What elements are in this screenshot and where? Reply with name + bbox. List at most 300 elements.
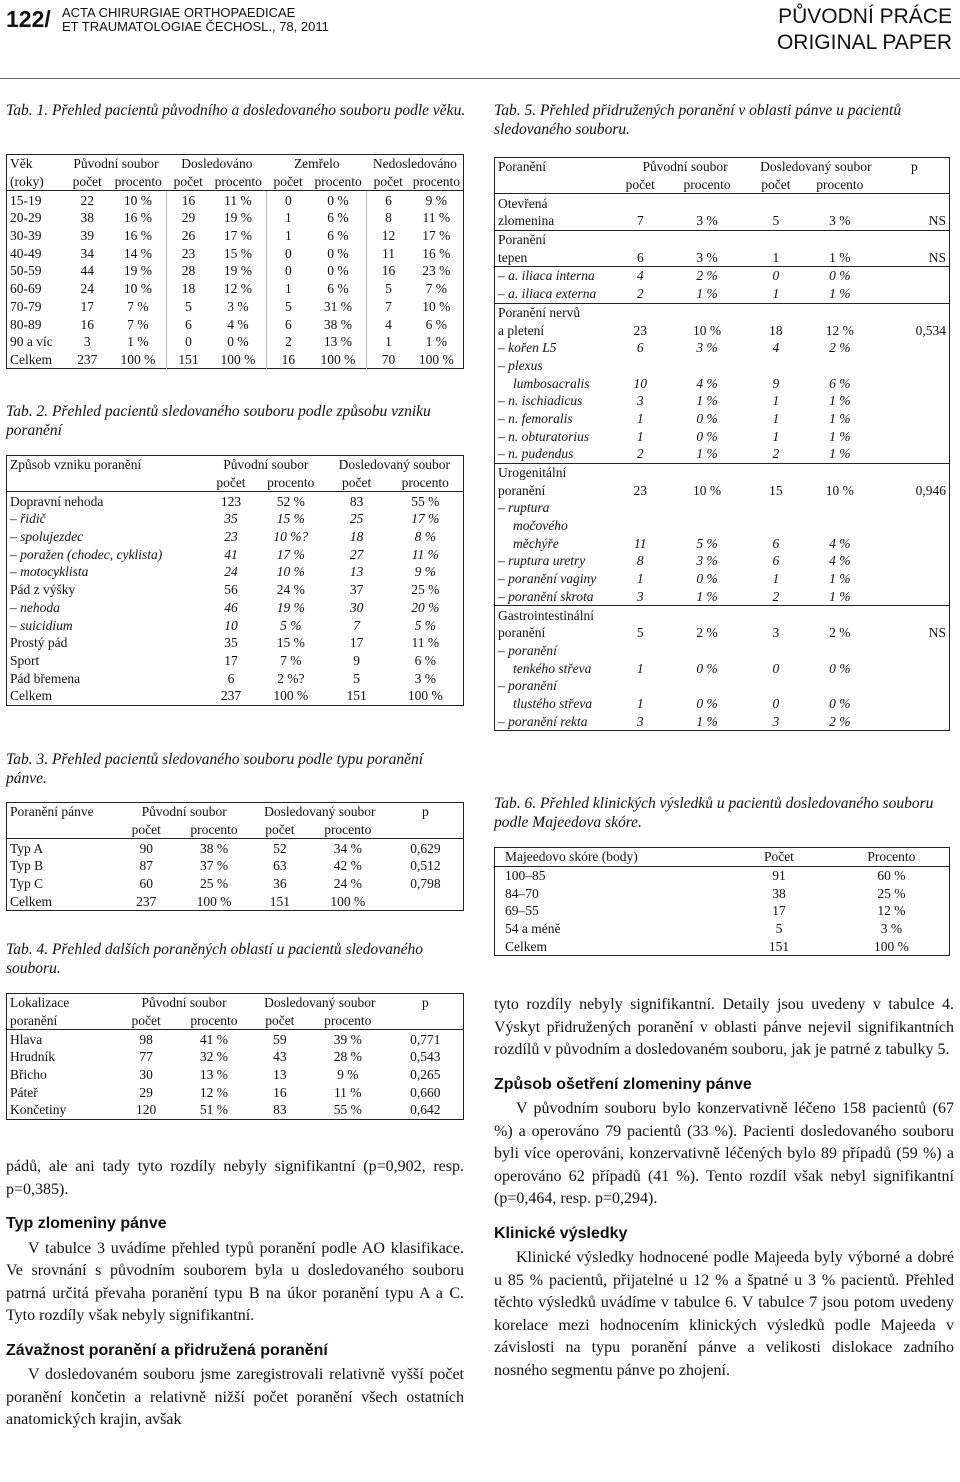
table-cell [800, 357, 880, 375]
table-row [495, 339, 950, 357]
table-cell: Poranění nervů [498, 304, 581, 320]
table-cell: 70-79 [10, 298, 42, 314]
table-cell: 1 % [829, 428, 851, 444]
table-cell: 36 [273, 876, 287, 892]
table-cell: 25 [349, 511, 364, 527]
table-cell: počet [252, 821, 308, 839]
table-cell: 16 [273, 1084, 287, 1100]
tab5-table [494, 157, 950, 731]
table-cell: počet [206, 474, 256, 492]
table-cell: 44 [80, 263, 94, 279]
table-cell: 15-19 [10, 192, 42, 208]
table-cell: 0 [267, 191, 310, 209]
header-rule [0, 78, 960, 79]
table-cell: 0,265 [410, 1067, 441, 1083]
table-cell: procento [308, 1012, 388, 1030]
table-cell: 2 [752, 445, 800, 463]
table-cell: 17 % [422, 228, 451, 244]
table-cell: 10 [633, 375, 648, 391]
table-row [495, 303, 950, 321]
table-cell: 27 [349, 546, 364, 562]
table-cell: – kořen L5 [498, 340, 557, 356]
table-cell: 34 % [333, 840, 362, 856]
left-text [6, 1156, 464, 1432]
paragraph: V tabulce 3 uvádíme přehled typů poranění podle AO klasifikace. Ve srovnání s původním souborem byla u dosledovaného souboru patrná určitá převaha poranění typu B na úkor poranění typu A a C. Tyto rozdíly však nebyly signifikantní. [6, 1239, 464, 1324]
table-cell: procento [110, 173, 167, 191]
table-row [495, 481, 950, 499]
table-cell: počet [618, 176, 662, 194]
table-cell [662, 499, 752, 517]
table-row [7, 351, 464, 369]
table-cell: 87 [139, 858, 153, 874]
table-cell: Hrudník [10, 1049, 55, 1065]
tab1-head: Nedosledováno [372, 156, 457, 172]
table-cell: 55 % [333, 1102, 362, 1118]
table-row [495, 463, 950, 481]
table-cell: 30 [349, 599, 364, 615]
table-cell: 17 % [276, 546, 305, 562]
table-row [495, 570, 950, 588]
table-cell: 98 [139, 1031, 153, 1047]
table-cell: (roky) [7, 173, 65, 191]
table-row [495, 937, 950, 955]
table-cell: 10 % [276, 564, 305, 580]
table-cell [880, 695, 950, 713]
table-cell: 4 % [829, 553, 851, 569]
table-cell: Sport [10, 652, 40, 668]
table-row [495, 374, 950, 392]
table-cell: 10 % [123, 281, 153, 297]
paragraph: V původním souboru bylo konzervativně léčeno 158 pacientů (67 %) a operováno 79 pacientů (33 %). Pacienti dosledovaného souboru byli více operováni, konzervativně léčených bylo 89 případů (59 %) a operováno 62 případů (41 %). Tento rozdíl však nebyl signifikantní (p=0,464, resp. p=0,294). [494, 1100, 954, 1207]
table-cell: 60 % [877, 868, 906, 884]
table-cell [662, 357, 752, 375]
table-cell: 3 [618, 588, 662, 606]
table-row [7, 1101, 464, 1119]
table-cell: – spolujezdec [10, 529, 84, 545]
table-cell: 24 % [333, 876, 362, 892]
table-cell: 26 [167, 227, 210, 245]
table-cell: NS [880, 212, 950, 230]
table-cell: 1 [772, 571, 780, 587]
table-row [7, 191, 464, 209]
table-cell: 8 [636, 553, 644, 569]
table-cell: 100 % [273, 688, 309, 704]
table-cell [880, 230, 950, 248]
table-cell: – motocyklista [10, 564, 89, 580]
table-cell: 1 % [800, 248, 880, 266]
table-cell [800, 606, 880, 624]
tab5-head: Dosledovaný soubor [760, 159, 872, 175]
table-row [495, 677, 950, 695]
table-cell: 237 [220, 688, 242, 704]
table-cell: 17 [349, 635, 364, 651]
table-cell: 16 % [123, 210, 153, 226]
table-cell: 100 % [196, 893, 232, 909]
tab1-head: Původní soubor [73, 156, 159, 172]
table-row [7, 528, 464, 546]
table-cell: 40-49 [10, 245, 42, 261]
table-cell: 1 % [425, 334, 448, 350]
table-cell: 39 % [333, 1031, 362, 1047]
table-row [495, 659, 950, 677]
table-cell: 38 [772, 885, 786, 901]
table-cell [800, 677, 880, 695]
table-cell [618, 230, 662, 248]
table-cell: – n. femoralis [498, 410, 573, 426]
table-cell: procento [176, 821, 252, 839]
table-cell: 28 % [333, 1049, 362, 1065]
table-cell: 1 [772, 393, 780, 409]
table-cell [800, 642, 880, 660]
table-cell: 0,629 [410, 840, 441, 856]
table-cell: 12 % [223, 281, 253, 297]
table-cell: 5 [752, 212, 800, 230]
table-cell: zlomenina [495, 212, 619, 230]
table-cell: 16 [367, 262, 410, 280]
table-cell: 1 % [696, 393, 718, 409]
table-row [7, 280, 464, 298]
table-cell [800, 499, 880, 517]
table-cell: 6 [772, 535, 780, 551]
table-cell: 0 [267, 262, 310, 280]
table-cell: tepen [495, 248, 619, 266]
table-cell: Urogenitální [498, 465, 567, 481]
table-cell: 0 [772, 695, 780, 711]
table-cell: Typ B [10, 858, 44, 874]
table-row [495, 357, 950, 375]
table-row [7, 581, 464, 599]
table-cell: 30-39 [10, 228, 42, 244]
tab4-head: Lokalizace [10, 995, 70, 1011]
table-cell: 151 [269, 893, 291, 909]
tab4-head: p [421, 995, 429, 1011]
table-cell: 56 [224, 582, 238, 598]
paper-type [777, 4, 952, 56]
table-row [7, 262, 464, 280]
table-cell: 6 % [327, 228, 349, 244]
paragraph: V dosledovaném souboru jsme zaregistrovali relativně vyšší počet poranění končetin a relativně nižší počet poranění všech ostatních anatomických krajin, avšak [6, 1366, 464, 1428]
table-cell: 151 [167, 351, 210, 369]
journal-line-1: ACTA CHIRURGIAE ORTHOPAEDICAE [62, 5, 296, 20]
table-cell: – n. ischiadicus [498, 393, 583, 409]
table-cell: Celkem [505, 938, 547, 954]
tab3-table [6, 802, 464, 911]
table-cell: 5 [167, 298, 210, 316]
table-cell: 5 [775, 921, 783, 937]
table-cell: Páteř [10, 1084, 38, 1100]
table-row [495, 410, 950, 428]
table-cell: procento [308, 821, 388, 839]
table-cell [880, 463, 950, 481]
table-cell: – poražen (chodec, cyklista) [10, 546, 163, 562]
page-header [0, 0, 960, 82]
table-cell: 13 [273, 1067, 287, 1083]
table-cell: procento [310, 173, 367, 191]
table-cell: 0 [772, 660, 780, 676]
tab6-head: Počet [724, 848, 834, 867]
tab1-caption: Tab. 1. Přehled pacientů původního a dosledovaného souboru podle věku. [6, 102, 466, 119]
table-cell: 1 % [800, 285, 880, 303]
table-row [495, 866, 950, 884]
table-cell: procento [176, 1012, 252, 1030]
table-row [495, 517, 950, 535]
table-cell: 2 [752, 588, 800, 606]
section-heading: Způsob ošetření zlomeniny pánve [494, 1075, 752, 1093]
table-cell: 5 % [280, 617, 302, 633]
table-cell: 151 [768, 938, 790, 954]
table-cell: 0,642 [410, 1102, 441, 1118]
table-cell: 0,543 [410, 1049, 441, 1065]
table-cell: 3 % [696, 553, 718, 569]
table-cell [880, 677, 950, 695]
table-row [7, 616, 464, 634]
table-cell [662, 606, 752, 624]
table-row [7, 298, 464, 316]
table-cell: 10 % [825, 482, 854, 498]
table-cell: 9 % [425, 192, 448, 208]
table-cell: Pád z výšky [10, 582, 76, 598]
table-cell: Celkem [10, 351, 52, 367]
table-cell: Celkem [10, 688, 52, 704]
tab3-caption: Tab. 3. Přehled pacientů sledovaného souboru podle typu poranění pánve. [6, 751, 424, 787]
table-cell: 24 % [276, 582, 305, 598]
tab6-head: Procento [834, 848, 950, 867]
table-cell: – a. iliaca externa [495, 285, 619, 303]
table-cell [880, 642, 950, 660]
table-cell: 38 % [323, 316, 352, 332]
table-cell: 6 [367, 191, 410, 209]
table-row [7, 227, 464, 245]
table-cell: 19 % [276, 599, 305, 615]
table-cell: 1 [636, 571, 644, 587]
table-cell: 7 % [127, 316, 149, 332]
table-row [495, 552, 950, 570]
table-cell: 37 % [199, 858, 229, 874]
table-cell: 84–70 [505, 885, 539, 901]
table-row [7, 669, 464, 687]
table-cell: 3 [772, 625, 780, 641]
table-row [495, 321, 950, 339]
table-cell [752, 194, 800, 212]
table-cell: 0,771 [410, 1031, 441, 1047]
table-cell: 90 [139, 840, 153, 856]
table-cell: 1 % [829, 571, 851, 587]
right-text [494, 994, 954, 1382]
table-row [495, 230, 950, 248]
table-cell [880, 357, 950, 375]
table-cell: počet [65, 173, 110, 191]
table-cell: 7 [353, 617, 361, 633]
table-cell: 1 [752, 248, 800, 266]
table-cell [662, 230, 752, 248]
table-cell: 100 % [220, 351, 256, 367]
table-cell: 15 % [223, 245, 253, 261]
table-cell: 15 % [276, 635, 305, 651]
table-cell: 11 [367, 244, 410, 262]
table-cell: – řidič [10, 511, 46, 527]
section-heading: Závažnost poranění a přidružená poranění [6, 1341, 328, 1359]
table-cell [880, 410, 950, 428]
table-cell: Dopravní nehoda [10, 493, 104, 509]
table-cell: Typ A [10, 840, 44, 856]
table-row [7, 652, 464, 670]
table-cell: 0 % [696, 695, 718, 711]
table-cell: 1 [267, 209, 310, 227]
table-cell: 6 % [425, 316, 448, 332]
table-cell [618, 499, 662, 517]
table-cell: 16 [267, 351, 310, 369]
table-cell: 16 % [123, 228, 153, 244]
table-cell: 1 [636, 428, 644, 444]
table-cell: NS [928, 625, 946, 641]
table-cell: Poranění [498, 232, 546, 248]
table-cell: 91 [772, 868, 786, 884]
table-cell: 54 a méně [505, 921, 561, 937]
table-cell [880, 392, 950, 410]
table-cell: procento [662, 176, 752, 194]
table-cell: 28 [167, 262, 210, 280]
table-cell [752, 499, 800, 517]
table-cell: 0 % [829, 695, 851, 711]
table-cell: počet [116, 821, 176, 839]
table-row [495, 712, 950, 730]
table-cell: 25 % [411, 582, 440, 598]
table-row [495, 534, 950, 552]
table-cell [800, 194, 880, 212]
table-cell: 24 [80, 281, 94, 297]
tab4-head: Původní soubor [141, 995, 227, 1011]
table-row [7, 599, 464, 617]
table-cell: 3 % [696, 340, 718, 356]
table-cell: – n. pudendus [495, 445, 619, 463]
table-cell: 0,534 [915, 322, 946, 338]
table-cell [752, 517, 800, 535]
table-cell: 18 [349, 529, 364, 545]
table-cell: 100–85 [505, 868, 546, 884]
table-row [7, 333, 464, 351]
table-cell: 60-69 [10, 281, 42, 297]
table-cell [880, 374, 950, 392]
table-cell: 15 [769, 482, 783, 498]
table-cell: 22 [80, 192, 94, 208]
table-cell: – poranění skrota [495, 588, 619, 606]
tab6-table [494, 847, 950, 956]
table-cell: 32 % [199, 1049, 228, 1065]
table-cell: 51 % [199, 1102, 228, 1118]
table-cell [662, 677, 752, 695]
table-cell: 0 % [696, 660, 718, 676]
table-cell: poranění [498, 482, 546, 498]
table-cell: Břicho [10, 1067, 47, 1083]
table-cell [618, 463, 662, 481]
table-cell: tlustého střeva [513, 695, 593, 711]
table-cell: 55 % [411, 493, 440, 509]
table-cell: 1 [367, 333, 410, 351]
table-cell: 0 % [227, 334, 249, 350]
table-cell: 3 [752, 712, 800, 730]
table-cell [880, 285, 950, 303]
paper-type-line-2: ORIGINAL PAPER [776, 31, 952, 54]
table-row [7, 857, 464, 875]
table-row [7, 634, 464, 652]
table-cell: 6 % [829, 375, 851, 391]
table-cell: 0 % [327, 192, 349, 208]
table-cell: 10 % [123, 192, 153, 208]
table-cell: 5 [353, 670, 361, 686]
table-cell: 6 [618, 248, 662, 266]
tab5-head: Původní soubor [642, 159, 728, 175]
table-cell: 29 [139, 1084, 153, 1100]
table-cell: 1 % [662, 712, 752, 730]
table-row [7, 315, 464, 333]
table-row [495, 285, 950, 303]
table-row [7, 244, 464, 262]
tab3-head: Dosledovaný soubor [264, 804, 376, 820]
table-cell [618, 194, 662, 212]
table-row [495, 695, 950, 713]
table-cell: 100 % [330, 893, 366, 909]
table-row [7, 839, 464, 857]
table-cell: 120 [135, 1102, 157, 1118]
table-cell: 4 % [227, 316, 249, 332]
table-cell: 6 [772, 553, 780, 569]
table-cell: 43 [273, 1049, 287, 1065]
journal-line-2: ET TRAUMATOLOGIAE ČECHOSL., 78, 2011 [62, 19, 329, 34]
paragraph: Klinické výsledky hodnocené podle Majeeda byly výborné a dobré u 85 % pacientů, přijatelné u 12 % a špatné u 3 % pacientů. Přehled těchto výsledků uvádíme v tabulce 6. V tabulce 7 jsou potom uvedeny korelace mezi hodnocením klinických výsledků podle Majeeda v závislosti na typu poranění pánve a velikosti dislokace zadního nosného segmentu pánve po zhojení. [494, 1249, 954, 1379]
table-cell: 0 % [696, 428, 718, 444]
table-cell: 19 % [223, 210, 253, 226]
table-cell: 3 % [662, 212, 752, 230]
table-cell: 237 [136, 893, 157, 909]
table-cell: 12 [367, 227, 410, 245]
table-cell: 15 % [276, 511, 305, 527]
table-cell: 1 [267, 227, 310, 245]
table-cell: 12 % [877, 903, 906, 919]
table-cell: 2 % [696, 268, 718, 284]
table-cell: NS [880, 248, 950, 266]
table-cell: 1 [752, 285, 800, 303]
table-cell: 0 % [327, 263, 349, 279]
table-cell: – poranění [498, 678, 557, 694]
table-cell: – plexus [498, 357, 543, 373]
table-cell: 11 % [224, 192, 252, 208]
table-cell: procento [210, 173, 267, 191]
table-cell: 10 %? [273, 529, 309, 545]
table-cell: 8 [367, 209, 410, 227]
table-cell: 14 % [123, 245, 153, 261]
table-cell: – a. iliaca interna [498, 268, 595, 284]
table-cell: 1 % [829, 393, 851, 409]
table-cell: 1 % [127, 334, 149, 350]
table-cell: 3 [83, 334, 91, 350]
table-cell: – ruptura uretry [498, 553, 586, 569]
tab3-head: p [422, 804, 429, 820]
table-cell: 11 % [411, 546, 439, 562]
table-cell: 23 [633, 482, 648, 498]
table-cell [618, 357, 662, 375]
table-cell: 7 [618, 212, 662, 230]
paragraph: pádů, ale ani tady tyto rozdíly nebyly signifikantní (p=0,902, resp. p=0,385). [6, 1158, 464, 1198]
table-cell: počet [367, 173, 410, 191]
table-cell: 151 [346, 688, 367, 704]
table-cell: 4 [636, 268, 644, 284]
tab1-head: Zemřelo [293, 156, 340, 172]
table-cell: počet [752, 176, 800, 194]
table-cell: 19 % [123, 263, 153, 279]
table-cell [880, 194, 950, 212]
table-cell: 123 [220, 493, 242, 509]
table-cell: 1 [636, 660, 644, 676]
